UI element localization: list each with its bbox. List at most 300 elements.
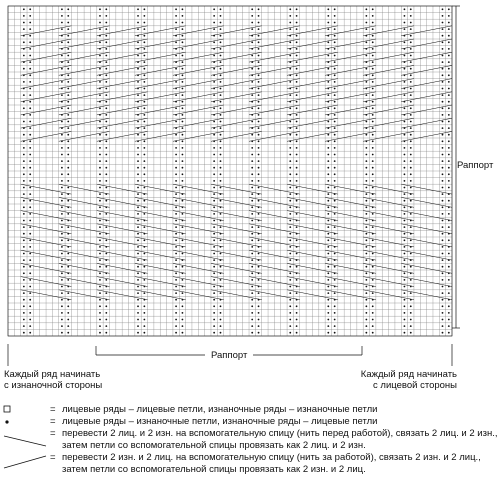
purl-dot [334, 160, 336, 162]
purl-dot [61, 167, 63, 169]
purl-dot [213, 167, 215, 169]
purl-dot [67, 41, 69, 43]
purl-dot [258, 61, 260, 63]
purl-dot [182, 15, 184, 17]
purl-dot [372, 101, 374, 103]
purl-dot [29, 167, 31, 169]
purl-dot [29, 28, 31, 30]
purl-dot [23, 305, 25, 307]
purl-dot [67, 292, 69, 294]
purl-dot [410, 173, 412, 175]
purl-dot [182, 134, 184, 136]
purl-dot [213, 259, 215, 261]
start-wrong-side-line2: с изнаночной стороны [4, 380, 103, 391]
purl-dot [182, 127, 184, 129]
purl-dot [296, 147, 298, 149]
purl-dot [99, 272, 101, 274]
purl-dot [99, 319, 101, 321]
purl-dot [182, 305, 184, 307]
purl-dot [404, 28, 406, 30]
purl-dot [29, 319, 31, 321]
purl-dot [296, 239, 298, 241]
purl-dot [99, 220, 101, 222]
purl-dot [296, 213, 298, 215]
purl-dot [182, 180, 184, 182]
purl-dot [29, 101, 31, 103]
purl-dot [137, 206, 139, 208]
purl-dot [23, 55, 25, 57]
purl-dot [327, 167, 329, 169]
purl-dot [29, 61, 31, 63]
purl-dot [365, 246, 367, 248]
purl-dot [365, 213, 367, 215]
purl-dot [143, 107, 145, 109]
purl-dot [258, 226, 260, 228]
purl-dot [23, 325, 25, 327]
purl-dot [29, 154, 31, 156]
purl-dot [258, 88, 260, 90]
purl-dot [105, 68, 107, 70]
purl-dot [143, 200, 145, 202]
purl-dot [372, 213, 374, 215]
purl-dot [251, 134, 253, 136]
purl-dot [372, 107, 374, 109]
purl-dot [334, 305, 336, 307]
purl-dot [213, 253, 215, 255]
legend-eq: = [50, 416, 56, 427]
purl-dot [296, 101, 298, 103]
purl-dot [67, 332, 69, 334]
purl-dot [23, 279, 25, 281]
purl-dot [99, 68, 101, 70]
purl-dot [410, 213, 412, 215]
purl-dot [99, 226, 101, 228]
purl-dot [251, 22, 253, 24]
purl-dot [143, 312, 145, 314]
purl-dot [175, 68, 177, 70]
purl-dot [143, 101, 145, 103]
purl-dot [67, 88, 69, 90]
purl-dot [67, 121, 69, 123]
purl-dot [289, 213, 291, 215]
purl-dot [213, 28, 215, 30]
start-wrong-side-line1: Каждый ряд начинать [4, 369, 101, 380]
purl-dot [143, 127, 145, 129]
purl-dot [143, 213, 145, 215]
purl-dot [175, 167, 177, 169]
purl-dot [251, 147, 253, 149]
purl-dot [143, 253, 145, 255]
purl-dot [175, 325, 177, 327]
purl-dot [182, 114, 184, 116]
purl-dot [175, 239, 177, 241]
purl-dot [410, 253, 412, 255]
purl-dot [258, 319, 260, 321]
purl-dot [61, 55, 63, 57]
purl-dot [67, 305, 69, 307]
purl-dot [296, 226, 298, 228]
purl-dot [23, 233, 25, 235]
purl-dot [67, 167, 69, 169]
purl-dot [372, 253, 374, 255]
purl-dot [29, 8, 31, 10]
purl-dot [442, 272, 444, 274]
purl-dot [220, 160, 222, 162]
purl-dot [67, 81, 69, 83]
purl-dot [137, 226, 139, 228]
purl-dot [258, 48, 260, 50]
purl-dot [289, 279, 291, 281]
purl-dot [372, 48, 374, 50]
purl-dot [99, 187, 101, 189]
purl-dot [143, 61, 145, 63]
purl-dot [296, 134, 298, 136]
purl-dot [365, 160, 367, 162]
purl-dot [61, 173, 63, 175]
purl-dot [137, 154, 139, 156]
purl-dot [23, 253, 25, 255]
purl-dot [182, 200, 184, 202]
purl-dot [143, 41, 145, 43]
purl-dot [289, 193, 291, 195]
purl-dot [29, 55, 31, 57]
purl-dot [182, 107, 184, 109]
purl-dot [213, 147, 215, 149]
purl-dot [251, 312, 253, 314]
purl-dot [67, 94, 69, 96]
purl-dot [365, 305, 367, 307]
purl-dot [404, 332, 406, 334]
purl-dot [23, 266, 25, 268]
purl-dot [289, 332, 291, 334]
purl-dot [175, 193, 177, 195]
purl-dot [143, 74, 145, 76]
purl-dot [213, 193, 215, 195]
purl-dot [442, 61, 444, 63]
purl-dot [372, 180, 374, 182]
purl-dot [442, 94, 444, 96]
purl-dot [61, 319, 63, 321]
purl-dot [29, 233, 31, 235]
purl-dot [365, 233, 367, 235]
purl-dot [182, 61, 184, 63]
purl-dot [23, 286, 25, 288]
purl-dot [67, 279, 69, 281]
purl-dot [175, 246, 177, 248]
purl-dot [137, 279, 139, 281]
purl-dot [23, 246, 25, 248]
purl-dot [289, 22, 291, 24]
purl-dot [143, 28, 145, 30]
purl-dot [448, 160, 450, 162]
purl-dot [404, 22, 406, 24]
purl-dot [61, 266, 63, 268]
purl-dot [137, 266, 139, 268]
cable-left-icon [2, 452, 48, 476]
purl-dot [175, 233, 177, 235]
purl-dot [29, 180, 31, 182]
purl-dot [258, 266, 260, 268]
purl-dot [99, 22, 101, 24]
purl-dot [29, 114, 31, 116]
purl-dot [67, 55, 69, 57]
purl-dot [258, 55, 260, 57]
purl-dot [213, 319, 215, 321]
purl-dot [137, 107, 139, 109]
purl-dot [289, 160, 291, 162]
purl-dot [404, 147, 406, 149]
purl-dot [334, 147, 336, 149]
purl-dot [365, 286, 367, 288]
purl-dot [220, 319, 222, 321]
purl-dot [143, 325, 145, 327]
purl-dot [99, 41, 101, 43]
purl-dot [365, 154, 367, 156]
purl-dot [99, 312, 101, 314]
purl-dot [220, 167, 222, 169]
purl-dot [251, 55, 253, 57]
purl-dot [61, 121, 63, 123]
purl-dot [67, 312, 69, 314]
purl-dot [213, 15, 215, 17]
purl-dot [175, 187, 177, 189]
purl-dot [61, 286, 63, 288]
purl-dot [220, 68, 222, 70]
purl-dot [442, 35, 444, 37]
purl-dot [213, 220, 215, 222]
purl-dot [251, 220, 253, 222]
purl-dot [220, 213, 222, 215]
purl-dot [334, 332, 336, 334]
purl-dot [105, 48, 107, 50]
purl-dot [296, 173, 298, 175]
purl-dot [29, 81, 31, 83]
purl-dot [251, 239, 253, 241]
purl-dot [334, 61, 336, 63]
purl-dot [334, 55, 336, 57]
purl-dot [258, 305, 260, 307]
purl-dot [29, 266, 31, 268]
purl-dot [105, 332, 107, 334]
purl-dot [23, 81, 25, 83]
purl-dot [251, 292, 253, 294]
purl-dot [61, 312, 63, 314]
purl-dot [296, 8, 298, 10]
purl-dot [175, 272, 177, 274]
purl-dot [327, 121, 329, 123]
purl-dot [67, 154, 69, 156]
purl-dot [442, 167, 444, 169]
purl-dot [442, 200, 444, 202]
purl-dot [99, 325, 101, 327]
purl-dot [220, 239, 222, 241]
purl-dot [334, 312, 336, 314]
purl-dot [442, 286, 444, 288]
purl-dot [175, 286, 177, 288]
purl-dot [23, 292, 25, 294]
purl-dot [220, 173, 222, 175]
purl-dot [251, 226, 253, 228]
purl-dot [29, 292, 31, 294]
purl-dot [175, 41, 177, 43]
purl-dot [258, 160, 260, 162]
purl-dot [137, 147, 139, 149]
purl-dot [334, 266, 336, 268]
purl-dot [442, 173, 444, 175]
purl-dot [334, 325, 336, 327]
purl-dot [327, 55, 329, 57]
start-right-side-line2: с лицевой стороны [373, 380, 457, 391]
purl-dot [448, 332, 450, 334]
purl-dot [289, 259, 291, 261]
purl-dot [251, 160, 253, 162]
purl-dot [251, 15, 253, 17]
purl-dot [442, 226, 444, 228]
purl-dot [372, 15, 374, 17]
purl-dot [23, 272, 25, 274]
purl-dot [137, 220, 139, 222]
purl-dot [220, 266, 222, 268]
purl-dot [67, 226, 69, 228]
purl-dot [67, 180, 69, 182]
purl-dot [334, 213, 336, 215]
purl-dot [182, 22, 184, 24]
purl-dot [258, 134, 260, 136]
purl-dot [251, 266, 253, 268]
legend-eq: = [50, 404, 56, 415]
purl-dot [251, 68, 253, 70]
purl-dot [29, 312, 31, 314]
purl-dot [137, 193, 139, 195]
purl-dot [61, 206, 63, 208]
purl-dot [365, 94, 367, 96]
purl-dot [334, 239, 336, 241]
purl-dot [442, 88, 444, 90]
purl-dot [105, 55, 107, 57]
purl-dot [61, 213, 63, 215]
purl-dot [372, 114, 374, 116]
purl-dot [410, 160, 412, 162]
purl-dot [365, 28, 367, 30]
purl-dot [29, 160, 31, 162]
purl-dot [137, 121, 139, 123]
purl-dot [61, 332, 63, 334]
purl-dot [143, 114, 145, 116]
purl-dot [67, 15, 69, 17]
purl-dot [442, 312, 444, 314]
purl-dot [251, 299, 253, 301]
purl-dot [334, 226, 336, 228]
purl-dot [448, 15, 450, 17]
purl-dot [334, 134, 336, 136]
purl-dot [404, 286, 406, 288]
purl-dot [251, 213, 253, 215]
purl-dot [175, 213, 177, 215]
purl-dot [334, 48, 336, 50]
purl-dot [220, 55, 222, 57]
purl-dot [448, 41, 450, 43]
purl-dot [137, 312, 139, 314]
purl-dot [372, 332, 374, 334]
purl-dot [410, 239, 412, 241]
purl-dot [296, 167, 298, 169]
purl-dot [289, 226, 291, 228]
purl-dot [410, 332, 412, 334]
purl-dot [143, 48, 145, 50]
purl-dot [61, 28, 63, 30]
purl-dot [220, 279, 222, 281]
purl-dot [296, 200, 298, 202]
purl-dot [137, 272, 139, 274]
purl-dot [410, 15, 412, 17]
purl-dot [137, 259, 139, 261]
purl-dot [29, 35, 31, 37]
purl-dot [137, 213, 139, 215]
purl-dot [29, 220, 31, 222]
chart-grid [8, 6, 452, 336]
purl-dot [99, 55, 101, 57]
purl-dot [67, 114, 69, 116]
purl-dot [334, 200, 336, 202]
purl-dot [175, 121, 177, 123]
purl-dot [334, 180, 336, 182]
purl-dot [99, 107, 101, 109]
purl-dot [143, 239, 145, 241]
purl-dot [23, 167, 25, 169]
legend-text: лицевые ряды – лицевые петли, изнаночные ряды – изнаночные петли [62, 404, 378, 415]
purl-dot [213, 121, 215, 123]
purl-dot [29, 134, 31, 136]
purl-dot [410, 88, 412, 90]
purl-dot [334, 127, 336, 129]
purl-dot [251, 173, 253, 175]
purl-dot [442, 114, 444, 116]
purl-dot [137, 233, 139, 235]
purl-dot [251, 233, 253, 235]
purl-dot [448, 292, 450, 294]
purl-dot [105, 266, 107, 268]
purl-dot [296, 22, 298, 24]
purl-dot [143, 226, 145, 228]
purl-dot [23, 134, 25, 136]
purl-dot [372, 239, 374, 241]
purl-dot [175, 22, 177, 24]
purl-dot [289, 253, 291, 255]
purl-dot [448, 55, 450, 57]
purl-dot [365, 187, 367, 189]
purl-dot [448, 167, 450, 169]
purl-dot [213, 154, 215, 156]
purl-dot [137, 68, 139, 70]
purl-dot [372, 127, 374, 129]
purl-dot [61, 259, 63, 261]
purl-dot [289, 94, 291, 96]
purl-dot [327, 305, 329, 307]
purl-dot [296, 332, 298, 334]
purl-dot [258, 41, 260, 43]
purl-dot [448, 226, 450, 228]
purl-dot [442, 107, 444, 109]
purl-dot [442, 253, 444, 255]
purl-dot [448, 266, 450, 268]
purl-dot [442, 74, 444, 76]
purl-dot [175, 55, 177, 57]
purl-dot [99, 167, 101, 169]
purl-dot [137, 134, 139, 136]
purl-dot [296, 305, 298, 307]
purl-dot [67, 147, 69, 149]
purl-dot [442, 319, 444, 321]
